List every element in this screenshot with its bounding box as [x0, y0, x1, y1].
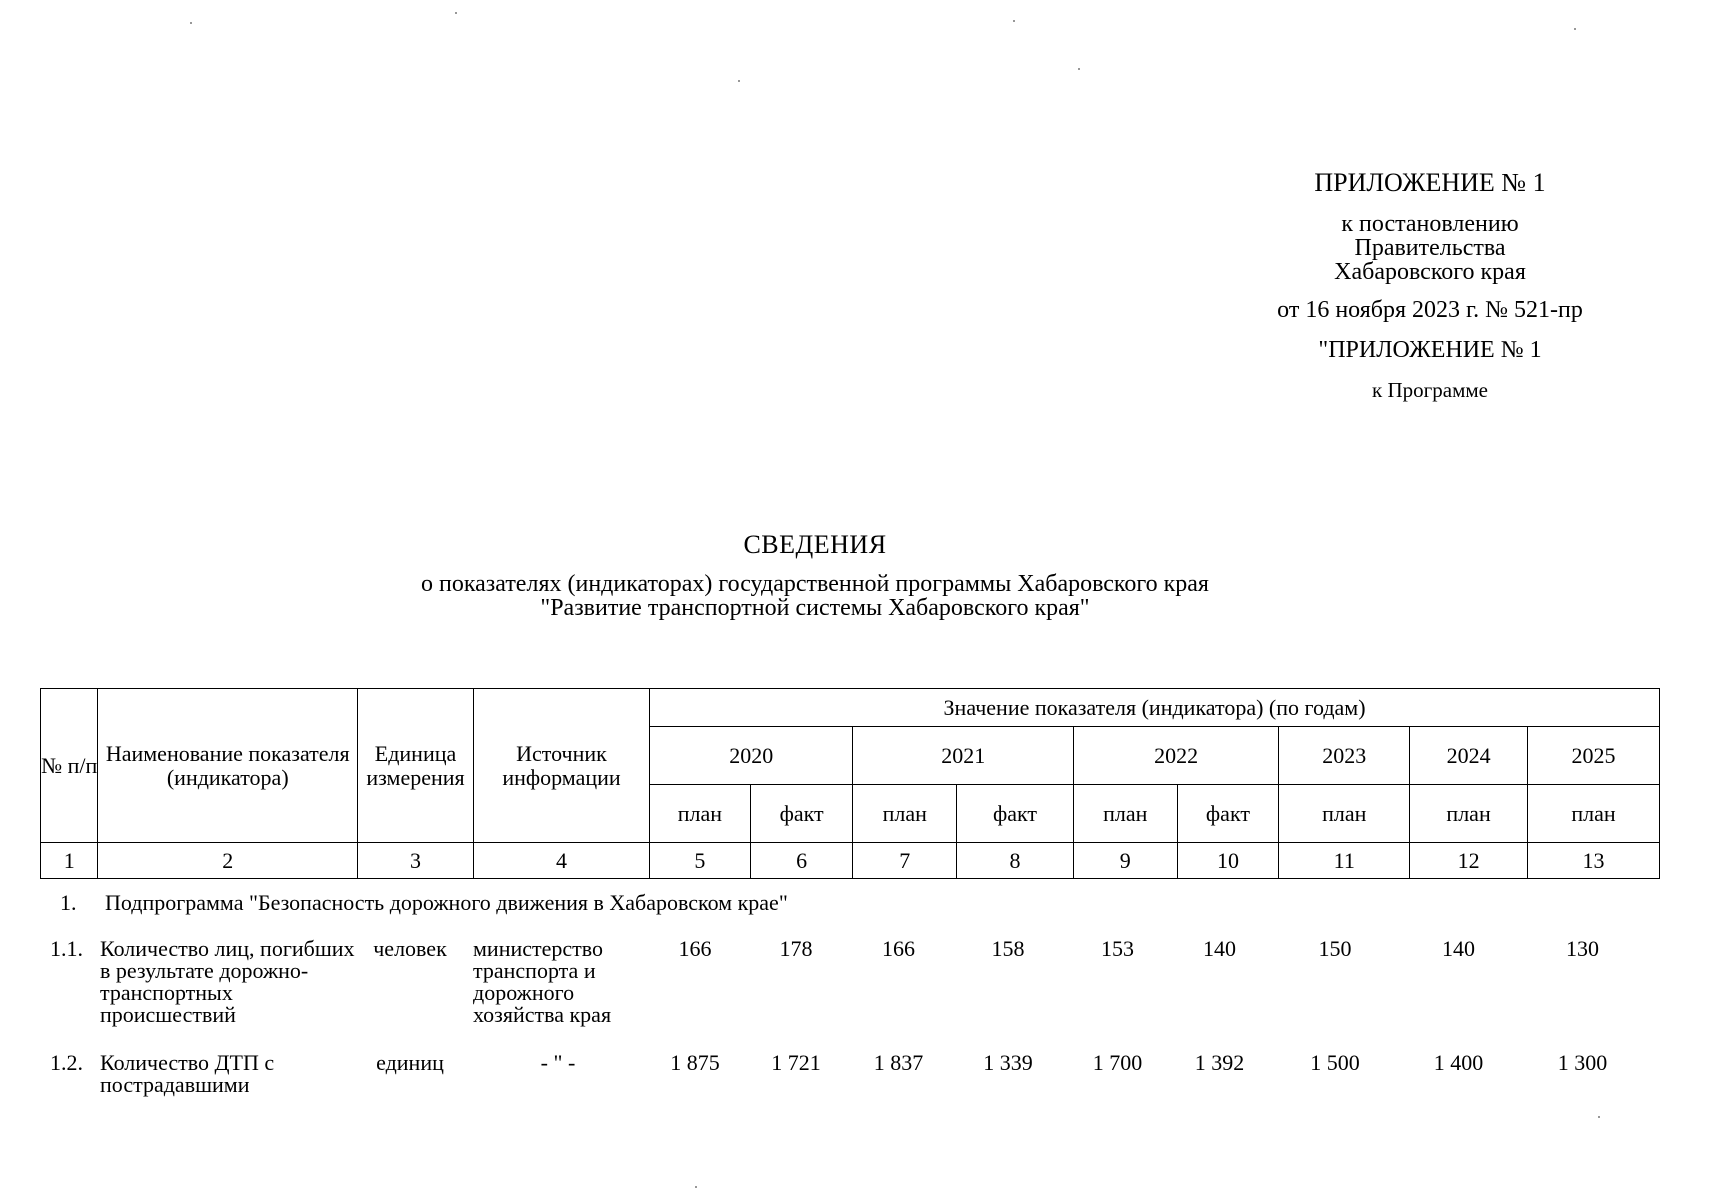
fact-2021: факт	[957, 785, 1074, 843]
value-2022-plan: 153	[1101, 936, 1134, 961]
scan-speck	[455, 12, 457, 14]
value-2020-plan: 166	[678, 936, 712, 961]
heading-title: СВЕДЕНИЯ	[743, 530, 887, 559]
value-2023-plan: 1 500	[1310, 1050, 1360, 1075]
value-2020-plan: 1 875	[670, 1050, 720, 1075]
row-indicator-name: Количество лиц, погибших в результате дорожно-транспортных происшествий	[100, 936, 355, 1027]
plan-2025: план	[1527, 785, 1659, 843]
table-row	[40, 1052, 1660, 1102]
scan-speck	[695, 1186, 697, 1188]
col-header-name: Наименование показателя (индикатора)	[98, 689, 358, 843]
appendix-date: от 16 ноября 2023 г. № 521-пр	[1277, 297, 1583, 323]
col-header-unit: Единица измерения	[358, 689, 474, 843]
scan-speck	[1078, 68, 1080, 70]
scan-speck	[190, 22, 192, 24]
row-indicator-name: Количество ДТП с пострадавшими	[100, 1050, 275, 1097]
plan-2021: план	[853, 785, 957, 843]
col-number: 7	[853, 843, 957, 879]
subprogram-title: Подпрограмма "Безопасность дорожного движения в Хабаровском крае"	[105, 890, 788, 915]
row-number: 1.1.	[50, 936, 83, 961]
subprogram-number: 1.	[60, 890, 77, 915]
value-2021-plan: 166	[882, 936, 915, 961]
heading-subtitle-2: "Развитие транспортной системы Хабаровского края"	[540, 595, 1090, 621]
appendix-title-2: "ПРИЛОЖЕНИЕ № 1	[1318, 337, 1542, 363]
appendix-to-program: к Программе	[1372, 378, 1488, 402]
value-2022-fact: 140	[1203, 936, 1236, 961]
fact-2020: факт	[750, 785, 853, 843]
fact-2022: факт	[1177, 785, 1279, 843]
table-row	[40, 938, 1660, 1048]
value-2022-fact: 1 392	[1194, 1050, 1245, 1075]
col-number: 13	[1527, 843, 1659, 879]
value-2021-plan: 1 837	[873, 1050, 924, 1075]
row-source: - " -	[540, 1050, 576, 1075]
col-number: 12	[1410, 843, 1528, 879]
indicators-table-header	[40, 688, 1660, 879]
row-unit: человек	[373, 936, 447, 961]
col-number: 8	[957, 843, 1074, 879]
year-2022: 2022	[1073, 727, 1278, 785]
scan-speck	[1598, 1116, 1600, 1118]
value-2021-fact: 158	[991, 936, 1025, 961]
year-2021: 2021	[853, 727, 1073, 785]
appendix-line-3: Хабаровского края	[1334, 259, 1526, 285]
col-number: 10	[1177, 843, 1279, 879]
plan-2024: план	[1410, 785, 1528, 843]
col-header-source: Источник информации	[473, 689, 649, 843]
col-header-values: Значение показателя (индикатора) (по годам)	[650, 689, 1660, 727]
year-2023: 2023	[1279, 727, 1410, 785]
col-number: 11	[1279, 843, 1410, 879]
col-number: 6	[750, 843, 853, 879]
scan-speck	[1013, 20, 1015, 22]
heading-subtitle-1: о показателях (индикаторах) государственной программы Хабаровского края	[421, 571, 1209, 597]
plan-2022: план	[1073, 785, 1177, 843]
col-number: 4	[473, 843, 649, 879]
value-2021-fact: 1 339	[983, 1050, 1033, 1075]
value-2024-plan: 1 400	[1433, 1050, 1484, 1075]
year-2025: 2025	[1527, 727, 1659, 785]
value-2025-plan: 1 300	[1557, 1050, 1608, 1075]
appendix-line-1: к постановлению	[1341, 211, 1519, 237]
value-2020-fact: 1 721	[771, 1050, 821, 1075]
col-header-num: № п/п	[41, 689, 98, 843]
row-source: министерство транспорта и дорожного хозяйства края	[473, 936, 612, 1027]
plan-2023: план	[1279, 785, 1410, 843]
col-number: 2	[98, 843, 358, 879]
appendix-line-2: Правительства	[1354, 235, 1506, 261]
year-2020: 2020	[650, 727, 853, 785]
row-number: 1.2.	[50, 1050, 83, 1075]
plan-2020: план	[650, 785, 751, 843]
col-number: 9	[1073, 843, 1177, 879]
value-2024-plan: 140	[1442, 936, 1475, 961]
value-2023-plan: 150	[1318, 936, 1352, 961]
scan-speck	[738, 80, 740, 82]
col-number: 3	[358, 843, 474, 879]
value-2025-plan: 130	[1566, 936, 1599, 961]
col-number: 5	[650, 843, 751, 879]
col-number: 1	[41, 843, 98, 879]
value-2020-fact: 178	[779, 936, 813, 961]
appendix-title: ПРИЛОЖЕНИЕ № 1	[1314, 168, 1546, 197]
scan-speck	[1574, 28, 1576, 30]
value-2022-plan: 1 700	[1092, 1050, 1143, 1075]
year-2024: 2024	[1410, 727, 1528, 785]
row-unit: единиц	[376, 1050, 444, 1075]
